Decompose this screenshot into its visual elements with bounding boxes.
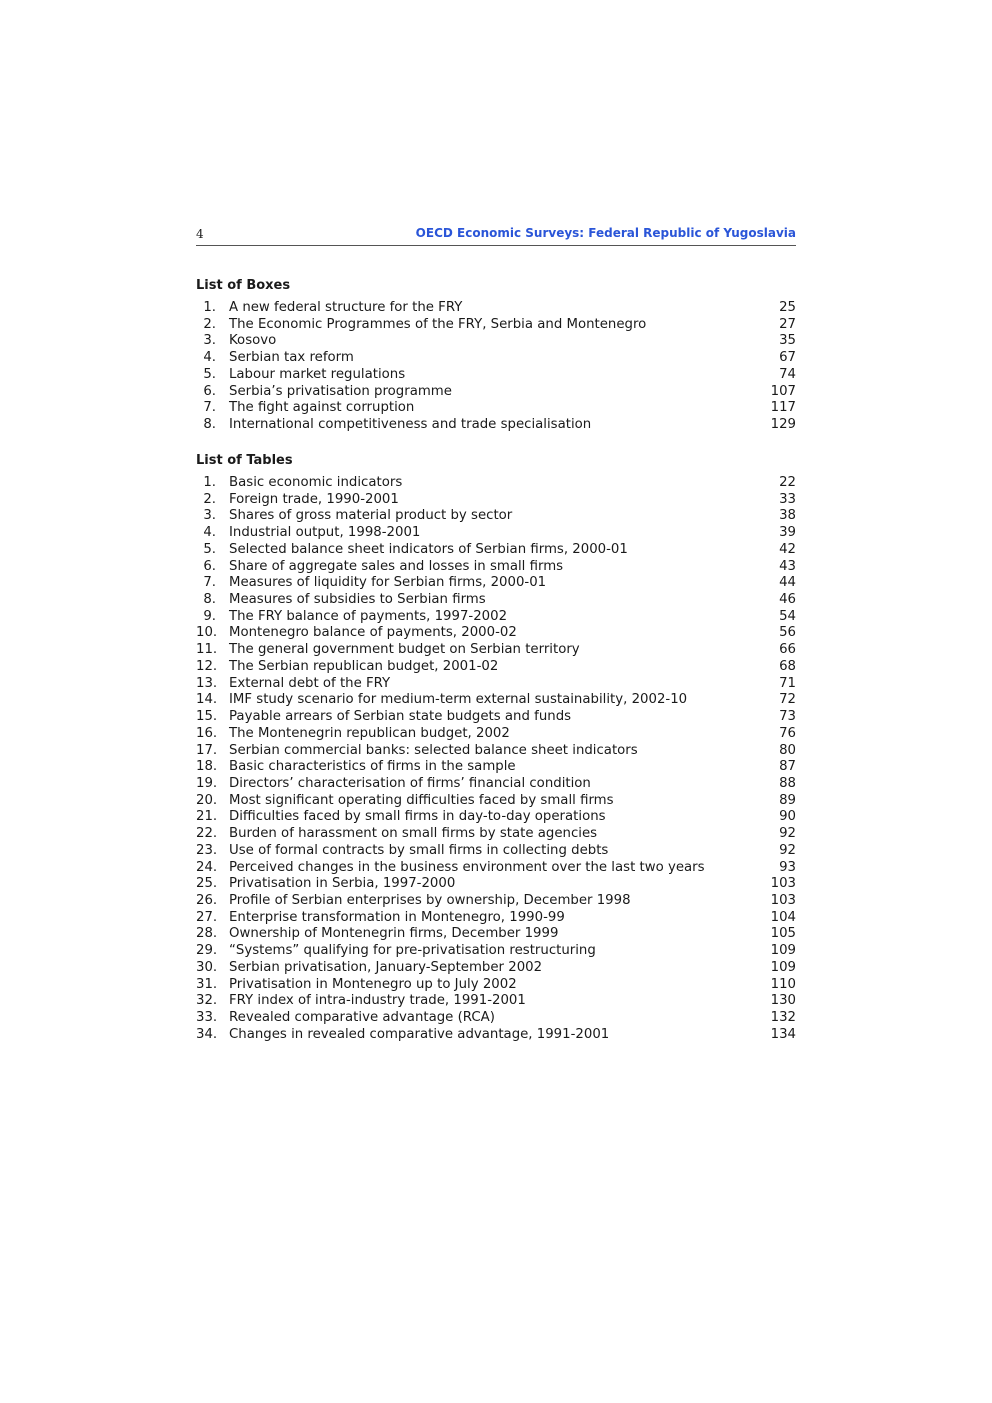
running-title: OECD Economic Surveys: Federal Republic of Yugoslavia [415,226,796,240]
table-entry[interactable] [196,659,796,676]
entry-page: 87 [779,759,796,775]
entry-page: 35 [779,333,796,349]
entry-number: 27. [196,909,218,925]
entry-page: 33 [779,491,796,507]
entry-title: Changes in revealed comparative advantage, 1991-2001 [229,1026,610,1042]
entry-title: FRY index of intra-industry trade, 1991-2001 [229,993,526,1009]
entry-number: 7. [203,400,216,416]
entry-number: 5. [203,366,216,382]
entry-title: Selected balance sheet indicators of Serbian firms, 2000-01 [229,541,628,557]
entry-page: 71 [779,675,796,691]
entry-title: Industrial output, 1998-2001 [229,525,421,541]
box-entry[interactable] [196,350,796,367]
entry-number: 25. [196,876,218,892]
table-entry[interactable] [196,843,796,860]
entry-title: Shares of gross material product by sector [229,508,513,524]
entry-page: 42 [779,541,796,557]
table-entry[interactable] [196,809,796,826]
entry-title: Burden of harassment on small firms by state agencies [229,826,598,842]
entry-page: 110 [770,976,796,992]
entry-number: 16. [196,725,218,741]
entry-number: 28. [196,926,218,942]
entry-page: 44 [779,575,796,591]
entry-title: Profile of Serbian enterprises by ownership, December 1998 [229,892,631,908]
entry-page: 38 [779,508,796,524]
table-entry[interactable] [196,475,796,492]
entry-page: 93 [779,859,796,875]
entry-page: 80 [779,742,796,758]
tables-list [196,475,796,1043]
running-header [196,225,796,246]
entry-page: 109 [770,959,796,975]
table-entry[interactable] [196,826,796,843]
entry-page: 89 [779,792,796,808]
entry-page: 66 [779,642,796,658]
table-entry[interactable] [196,993,796,1010]
table-entry[interactable] [196,977,796,994]
entry-page: 74 [779,366,796,382]
entry-number: 15. [196,709,218,725]
entry-page: 54 [779,608,796,624]
table-entry[interactable] [196,726,796,743]
entry-page: 25 [779,300,796,315]
entry-number: 14. [196,692,218,708]
entry-number: 18. [196,759,218,775]
entry-number: 32. [196,993,218,1009]
entry-number: 3. [203,333,216,349]
table-entry[interactable] [196,542,796,559]
table-entry[interactable] [196,893,796,910]
entry-page: 88 [779,775,796,791]
entry-number: 19. [196,775,218,791]
entry-number: 23. [196,842,218,858]
entry-page: 104 [770,909,796,925]
table-entry[interactable] [196,692,796,709]
table-entry[interactable] [196,592,796,609]
entry-page: 109 [770,943,796,959]
entry-number: 24. [196,859,218,875]
entry-title: Payable arrears of Serbian state budgets and funds [229,709,572,725]
entry-number: 20. [196,792,218,808]
entry-title: Serbia’s privatisation programme [229,383,452,399]
table-entry[interactable] [196,943,796,960]
entry-title: External debt of the FRY [229,675,391,691]
entry-title: Montenegro balance of payments, 2000-02 [229,625,517,641]
entry-number: 33. [196,1010,218,1025]
entry-title: Serbian tax reform [229,350,354,366]
table-entry[interactable] [196,609,796,626]
table-entry[interactable] [196,926,796,943]
entry-number: 26. [196,892,218,908]
entry-number: 17. [196,742,218,758]
entry-number: 13. [196,675,218,691]
entry-page: 103 [770,876,796,892]
entry-page: 90 [779,809,796,825]
entry-title: Revealed comparative advantage (RCA) [229,1010,495,1025]
table-entry[interactable] [196,709,796,726]
entry-title: Enterprise transformation in Montenegro, 1990-99 [229,909,565,925]
entry-title: The FRY balance of payments, 1997-2002 [229,608,508,624]
table-entry[interactable] [196,910,796,927]
entry-number: 2. [203,491,216,507]
table-entry[interactable] [196,793,796,810]
entry-page: 105 [770,926,796,942]
page-number: 4 [196,227,204,241]
entry-number: 22. [196,826,218,842]
entry-title: Use of formal contracts by small firms in collecting debts [229,842,609,858]
entry-title: Basic economic indicators [229,475,403,490]
entry-title: The Economic Programmes of the FRY, Serbia and Montenegro [229,316,647,332]
table-entry[interactable] [196,492,796,509]
entry-title: The Serbian republican budget, 2001-02 [229,658,499,674]
entry-page: 73 [779,709,796,725]
entry-number: 31. [196,976,218,992]
entry-title: IMF study scenario for medium-term external sustainability, 2002-10 [229,692,688,708]
table-entry[interactable] [196,1027,796,1044]
table-entry[interactable] [196,759,796,776]
entry-title: Directors’ characterisation of firms’ financial condition [229,775,591,791]
box-entry[interactable] [196,300,796,317]
entry-title: The general government budget on Serbian territory [229,642,580,658]
entry-number: 7. [203,575,216,591]
entry-number: 2. [203,316,216,332]
table-entry[interactable] [196,776,796,793]
entry-title: Difficulties faced by small firms in day-to-day operations [229,809,606,825]
entry-title: Ownership of Montenegrin firms, December 1999 [229,926,559,942]
entry-title: International competitiveness and trade specialisation [229,417,592,433]
entry-page: 129 [770,417,796,433]
boxes-list [196,300,796,434]
entry-number: 29. [196,943,218,959]
entry-number: 10. [196,625,218,641]
entry-page: 22 [779,475,796,490]
entry-title: The Montenegrin republican budget, 2002 [229,725,510,741]
entry-title: “Systems” qualifying for pre-privatisation restructuring [229,943,596,959]
entry-page: 134 [770,1026,796,1042]
table-entry[interactable] [196,1010,796,1027]
entry-page: 130 [770,993,796,1009]
entry-number: 34. [196,1026,218,1042]
entry-title: Basic characteristics of firms in the sample [229,759,516,775]
entry-number: 11. [196,642,218,658]
table-entry[interactable] [196,876,796,893]
table-entry[interactable] [196,525,796,542]
table-entry[interactable] [196,676,796,693]
entry-page: 117 [770,400,796,416]
entry-number: 8. [203,417,216,433]
table-entry[interactable] [196,642,796,659]
box-entry[interactable] [196,367,796,384]
entry-number: 1. [203,300,216,315]
entry-title: Kosovo [229,333,277,349]
entry-number: 4. [203,525,216,541]
entry-title: Labour market regulations [229,366,406,382]
entry-number: 9. [203,608,216,624]
entry-title: Foreign trade, 1990-2001 [229,491,399,507]
table-entry[interactable] [196,508,796,525]
entry-page: 72 [779,692,796,708]
box-entry[interactable] [196,333,796,350]
table-entry[interactable] [196,559,796,576]
entry-page: 43 [779,558,796,574]
boxes-heading: List of Boxes [196,278,291,293]
entry-title: Measures of subsidies to Serbian firms [229,592,486,608]
box-entry[interactable] [196,417,796,434]
entry-title: Serbian commercial banks: selected balance sheet indicators [229,742,638,758]
entry-number: 5. [203,541,216,557]
box-entry[interactable] [196,400,796,417]
entry-title: Most significant operating difficulties faced by small firms [229,792,614,808]
entry-page: 46 [779,592,796,608]
entry-title: Privatisation in Serbia, 1997-2000 [229,876,456,892]
entry-page: 76 [779,725,796,741]
entry-number: 21. [196,809,218,825]
entry-title: Perceived changes in the business environment over the last two years [229,859,705,875]
entry-number: 1. [203,475,216,490]
box-entry[interactable] [196,384,796,401]
entry-number: 6. [203,558,216,574]
entry-number: 4. [203,350,216,366]
table-entry[interactable] [196,960,796,977]
entry-number: 6. [203,383,216,399]
entry-page: 27 [779,316,796,332]
entry-number: 3. [203,508,216,524]
tables-heading: List of Tables [196,453,293,468]
entry-number: 12. [196,658,218,674]
box-entry[interactable] [196,317,796,334]
entry-page: 107 [770,383,796,399]
table-entry[interactable] [196,575,796,592]
entry-title: Share of aggregate sales and losses in small firms [229,558,564,574]
entry-title: The fight against corruption [229,400,415,416]
entry-page: 132 [770,1010,796,1025]
entry-page: 92 [779,826,796,842]
entry-page: 103 [770,892,796,908]
table-entry[interactable] [196,625,796,642]
table-entry[interactable] [196,860,796,877]
entry-number: 8. [203,592,216,608]
entry-title: Measures of liquidity for Serbian firms, 2000-01 [229,575,547,591]
entry-page: 56 [779,625,796,641]
entry-page: 68 [779,658,796,674]
entry-number: 30. [196,959,218,975]
entry-title: Privatisation in Montenegro up to July 2002 [229,976,517,992]
entry-page: 39 [779,525,796,541]
entry-title: A new federal structure for the FRY [229,300,463,315]
entry-title: Serbian privatisation, January-September 2002 [229,959,543,975]
table-entry[interactable] [196,743,796,760]
entry-page: 92 [779,842,796,858]
entry-page: 67 [779,350,796,366]
